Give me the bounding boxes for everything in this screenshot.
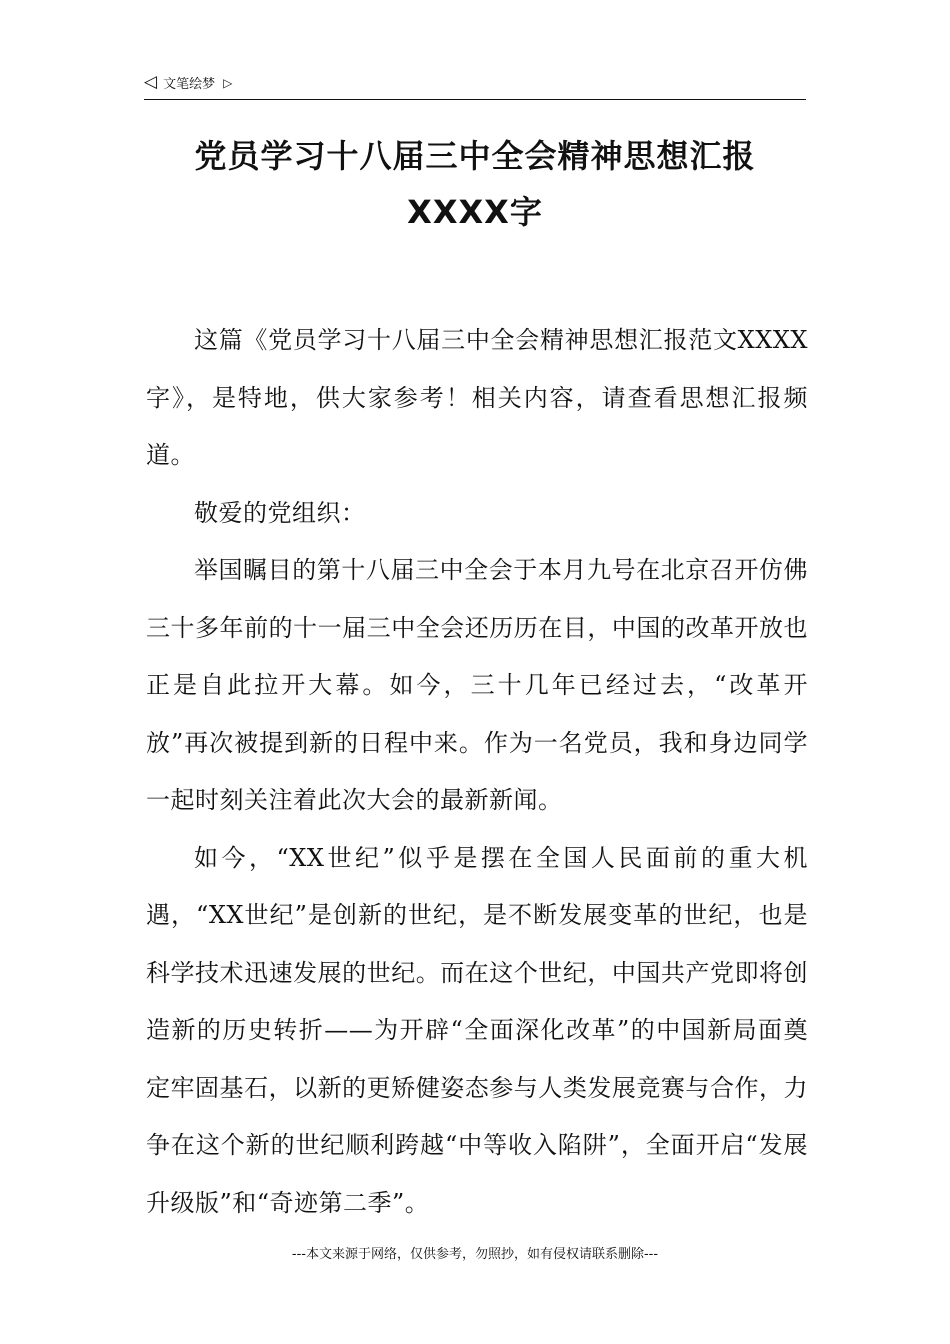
header-text: 文笔绘梦 [163,77,216,92]
page-footer: ---本文来源于网络，仅供参考，勿照抄，如有侵权请联系删除--- [291,1247,659,1262]
document-body [146,312,808,1232]
paragraph-salutation: 敬爱的党组织： [194,498,366,527]
paragraph-body-2: 如今，“XX世纪”似乎是摆在全国人民面前的重大机遇，“XX世纪”是创新的世纪，是不断发展变革的世纪，也是科学技术迅速发展的世纪。而在这个世纪，中国共产党即将创造新的历史转折——为开辟“全面深化改革”的中国新局面奠定牢固基石，以新的更矫健姿态参与人类发展竞赛与合作，力争在这个新的世纪顺利跨越“中等收入陷阱”，全面开启“发展升级版”和“奇迹第二季”。 [146,843,808,1217]
triangle-right-icon: ▷ [223,75,233,90]
paragraph-body-1: 举国瞩目的第十八届三中全会于本月九号在北京召开仿佛三十多年前的十一届三中全会还历历在目，中国的改革开放也正是自此拉开大幕。如今，三十几年已经过去，“改革开放”再次被提到新的日程中来。作为一名党员，我和身边同学一起时刻关注着此次大会的最新新闻。 [146,556,808,814]
triangle-left-icon: ◁ [144,72,158,92]
document-title [144,128,806,240]
title-line-2: XXXX字 [407,193,543,231]
page-header [144,72,806,100]
paragraph-intro: 这篇《党员学习十八届三中全会精神思想汇报范文XXXX字》，是特地，供大家参考！相关内容，请查看思想汇报频道。 [146,326,808,469]
title-line-1: 党员学习十八届三中全会精神思想汇报 [194,137,756,175]
